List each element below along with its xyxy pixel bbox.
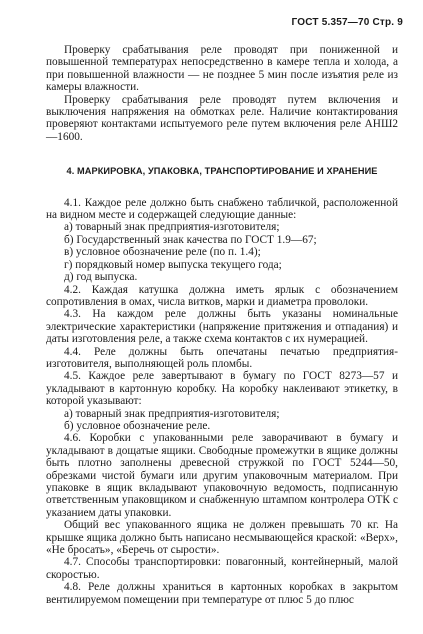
list-item: д) год выпуска. xyxy=(64,271,138,284)
paragraph-4-2: 4.2. Каждая катушка должна иметь ярлык с обозначением сопротивления в омах, числа витков, марки и диаметра проволоки. xyxy=(46,283,398,308)
list-item: а) товарный знак предприятия-изготовителя; xyxy=(64,407,280,420)
paragraph-4-6-weight: Общий вес упакованного ящика не должен превышать 70 кг. На крышке ящика должно быть написано несмывающейся краской: «Верх», «Не бросать», «Беречь от сырости». xyxy=(46,519,398,557)
list-item: б) условное обозначение реле. xyxy=(64,419,211,432)
paragraph-4-4: 4.4. Реле должны быть опечатаны печатью предприятия-изготовителя, выполняющей роль пломбы. xyxy=(46,345,398,370)
paragraph-intro-1: Проверку срабатывания реле проводят при пониженной и повышенной температурах непосредственно в камере тепла и холода, а при повышенной влажности — не позднее 5 мин после изъятия реле из камеры влажности. xyxy=(46,44,398,94)
list-item: а) товарный знак предприятия-изготовителя; xyxy=(64,221,280,234)
body-text xyxy=(46,44,398,606)
paragraph-4-6: 4.6. Коробки с упакованными реле заворачивают в бумагу и укладывают в дощатые ящики. Свободные промежутки в ящике должны быть плотно заполнены древесной стружкой по ГОСТ 5244—50, обрезками чистой бумаги или другим упаковочным материалом. При упаковке в ящик вкладывают упаковочную ведомость, подписанную ответственным упаковщиком и снабженную штампом контролера ОТК с указанием даты упаковки. xyxy=(46,432,398,519)
paragraph-intro-2: Проверку срабатывания реле проводят путем включения и выключения напряжения на обмотках реле. Наличие контактирования проверяют контактами испытуемого реле путем включения реле АНШ2—1600. xyxy=(46,93,398,143)
list-item: г) порядковый номер выпуска текущего года; xyxy=(64,258,282,271)
paragraph-4-8: 4.8. Реле должны храниться в картонных коробках в закрытом вентилируемом помещении при температуре от плюс 5 до плюс xyxy=(46,581,398,606)
running-head: ГОСТ 5.357—70 Стр. 9 xyxy=(291,17,403,28)
paragraph-4-7: 4.7. Способы транспортировки: повагонный, контейнерный, малой скоростью. xyxy=(46,556,398,581)
list-item: б) Государственный знак качества по ГОСТ 1.9—67; xyxy=(64,233,317,246)
list-item: в) условное обозначение реле (по п. 1.4); xyxy=(64,246,261,259)
paragraph-4-3: 4.3. На каждом реле должны быть указаны номинальные электрические характеристики (напряжение притяжения и отпадания) и даты изготовления реле, а также схема контактов с их нумерацией. xyxy=(46,308,398,346)
paragraph-4-1: 4.1. Каждое реле должно быть снабжено табличкой, расположенной на видном месте и содержащей следующие данные: xyxy=(46,196,398,222)
section-heading: 4. МАРКИРОВКА, УПАКОВКА, ТРАНСПОРТИРОВАНИЕ И ХРАНЕНИЕ xyxy=(66,166,378,177)
paragraph-4-5: 4.5. Каждое реле завертывают в бумагу по ГОСТ 8273—57 и укладывают в картонную коробку. На коробку наклеивают этикетку, в которой указывают: xyxy=(46,370,398,408)
